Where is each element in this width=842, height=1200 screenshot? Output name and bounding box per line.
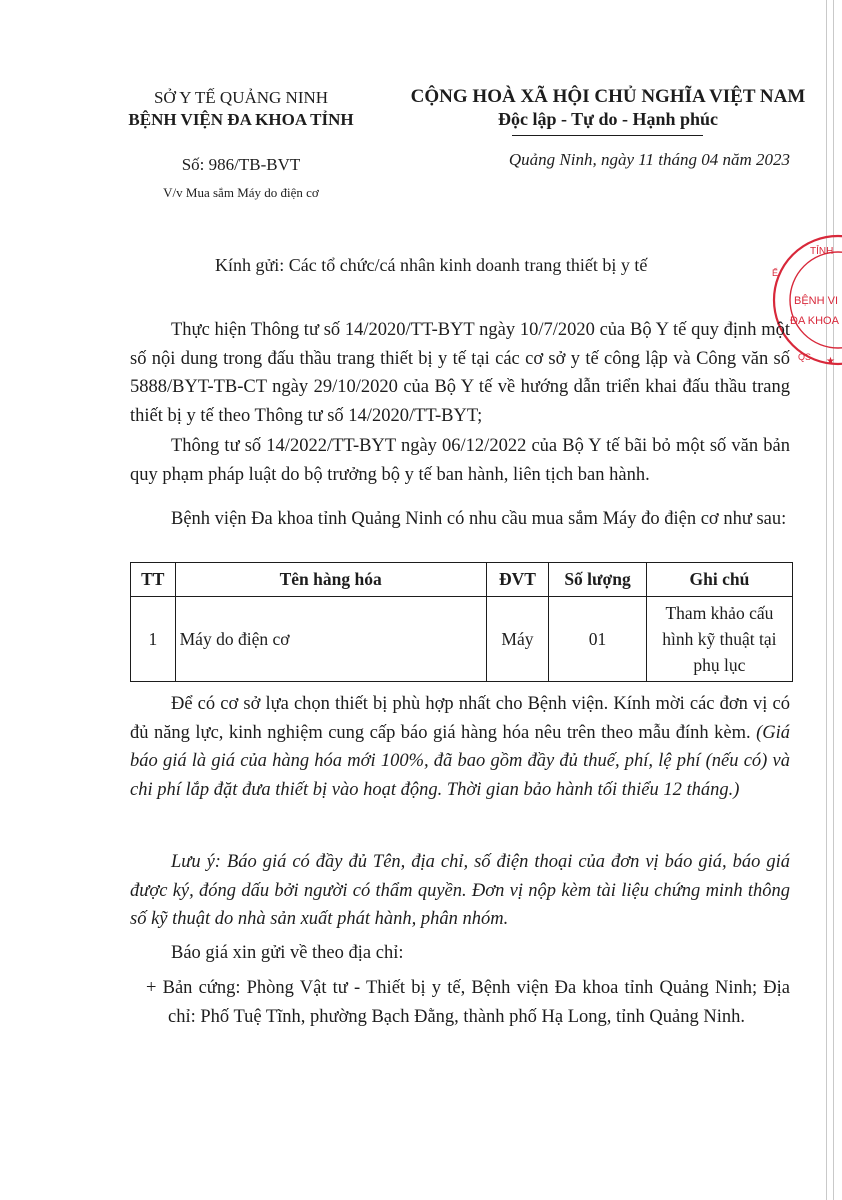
cell-item-name: Máy do điện cơ: [175, 597, 486, 682]
cell-note: Tham khảo cấu hình kỹ thuật tại phụ lục: [646, 597, 792, 682]
cell-unit: Máy: [486, 597, 549, 682]
paragraph-address-intro: Báo giá xin gửi về theo địa chỉ:: [171, 943, 404, 963]
scan-edge-line: [826, 0, 827, 1200]
stamp-top-text: TỈNH: [810, 246, 834, 257]
header-quantity: Số lượng: [549, 563, 647, 597]
paragraph-invitation: Để có cơ sở lựa chọn thiết bị phù hợp nhất cho Bệnh viện. Kính mời các đơn vị có đủ năng lực, kinh nghiệm cung cấp báo giá hàng hóa nêu trên theo mẫu đính kèm. (Giá báo giá là giá của hàng hóa mới 100%, đã bao gồm đầy đủ thuế, phí, lệ phí (nếu có) và chi phí lắp đặt đưa thiết bị vào hoạt động. Thời gian bảo hành tối thiểu 12 tháng.): [130, 694, 790, 800]
stamp-star-icon: ★: [826, 356, 835, 367]
national-motto: Độc lập - Tự do - Hạnh phúc: [497, 109, 719, 129]
org-parent-name: SỞ Y TẾ QUẢNG NINH: [153, 88, 329, 107]
stamp-line2: ĐA KHOA: [790, 315, 839, 327]
header-note: Ghi chú: [646, 563, 792, 597]
stamp-line1: BỆNH VI: [794, 295, 839, 307]
scan-edge-line: [833, 0, 834, 1200]
cell-tt: 1: [131, 597, 176, 682]
place-date: Quảng Ninh, ngày 11 tháng 04 năm 2023: [508, 150, 790, 169]
motto-underline: [512, 135, 703, 136]
stamp-bottom-text: QS: [798, 352, 812, 362]
stamp-left-char: Ế: [772, 268, 779, 278]
recipient-line: Kính gửi: Các tổ chức/cá nhân kinh doanh trang thiết bị y tế: [215, 255, 648, 275]
paragraph-purchase-need: Bệnh viện Đa khoa tỉnh Quảng Ninh có nhu cầu mua sắm Máy đo điện cơ như sau:: [171, 509, 787, 529]
table-row: [131, 597, 793, 682]
paragraph-notice: Lưu ý: Báo giá có đầy đủ Tên, địa chỉ, số điện thoại của đơn vị báo giá, báo giá được ký, đóng dấu bởi người có thẩm quyền. Đơn vị nộp kèm tài liệu chứng minh thông số kỹ thuật do nhà sản xuất phát hành, phân nhóm.: [130, 852, 790, 930]
price-terms-note: (Giá báo giá là giá của hàng hóa mới 100%, đã bao gồm đầy đủ thuế, phí, lệ phí (nếu có) và chi phí lắp đặt đưa thiết bị vào hoạt động. Thời gian bảo hành tối thiểu 12 tháng.): [130, 722, 790, 800]
cell-quantity: 01: [549, 597, 647, 682]
header-item-name: Tên hàng hóa: [175, 563, 486, 597]
table-header-row: [131, 563, 793, 597]
org-name: BỆNH VIỆN ĐA KHOA TỈNH: [128, 110, 354, 129]
goods-table: [130, 562, 793, 682]
header-unit: ĐVT: [486, 563, 549, 597]
paragraph-legal-basis-1: Thực hiện Thông tư số 14/2020/TT-BYT ngày 10/7/2020 của Bộ Y tế quy định một số nội dung trong đấu thầu trang thiết bị y tế tại các cơ sở y tế công lập và Công văn số 5888/BYT-TB-CT ngày 29/10/2020 của Bộ Y tế về hướng dẫn triển khai đấu thầu trang thiết bị y tế theo Thông tư số 14/2020/TT-BYT;: [130, 320, 790, 426]
header-tt: TT: [131, 563, 176, 597]
document-subject: V/v Mua sắm Máy do điện cơ: [163, 185, 319, 200]
country-title: CỘNG HOÀ XÃ HỘI CHỦ NGHĨA VIỆT NAM: [410, 86, 806, 107]
document-number: Số: 986/TB-BVT: [181, 155, 301, 174]
paragraph-hard-copy-address: + Bản cứng: Phòng Vật tư - Thiết bị y tế, Bệnh viện Đa khoa tỉnh Quảng Ninh; Địa chỉ: Phố Tuệ Tĩnh, phường Bạch Đằng, thành phố Hạ Long, tỉnh Quảng Ninh.: [146, 978, 790, 1027]
paragraph-legal-basis-2: Thông tư số 14/2022/TT-BYT ngày 06/12/2022 của Bộ Y tế bãi bỏ một số văn bản quy phạm pháp luật do bộ trưởng bộ y tế ban hành, liên tịch ban hành.: [130, 436, 790, 485]
